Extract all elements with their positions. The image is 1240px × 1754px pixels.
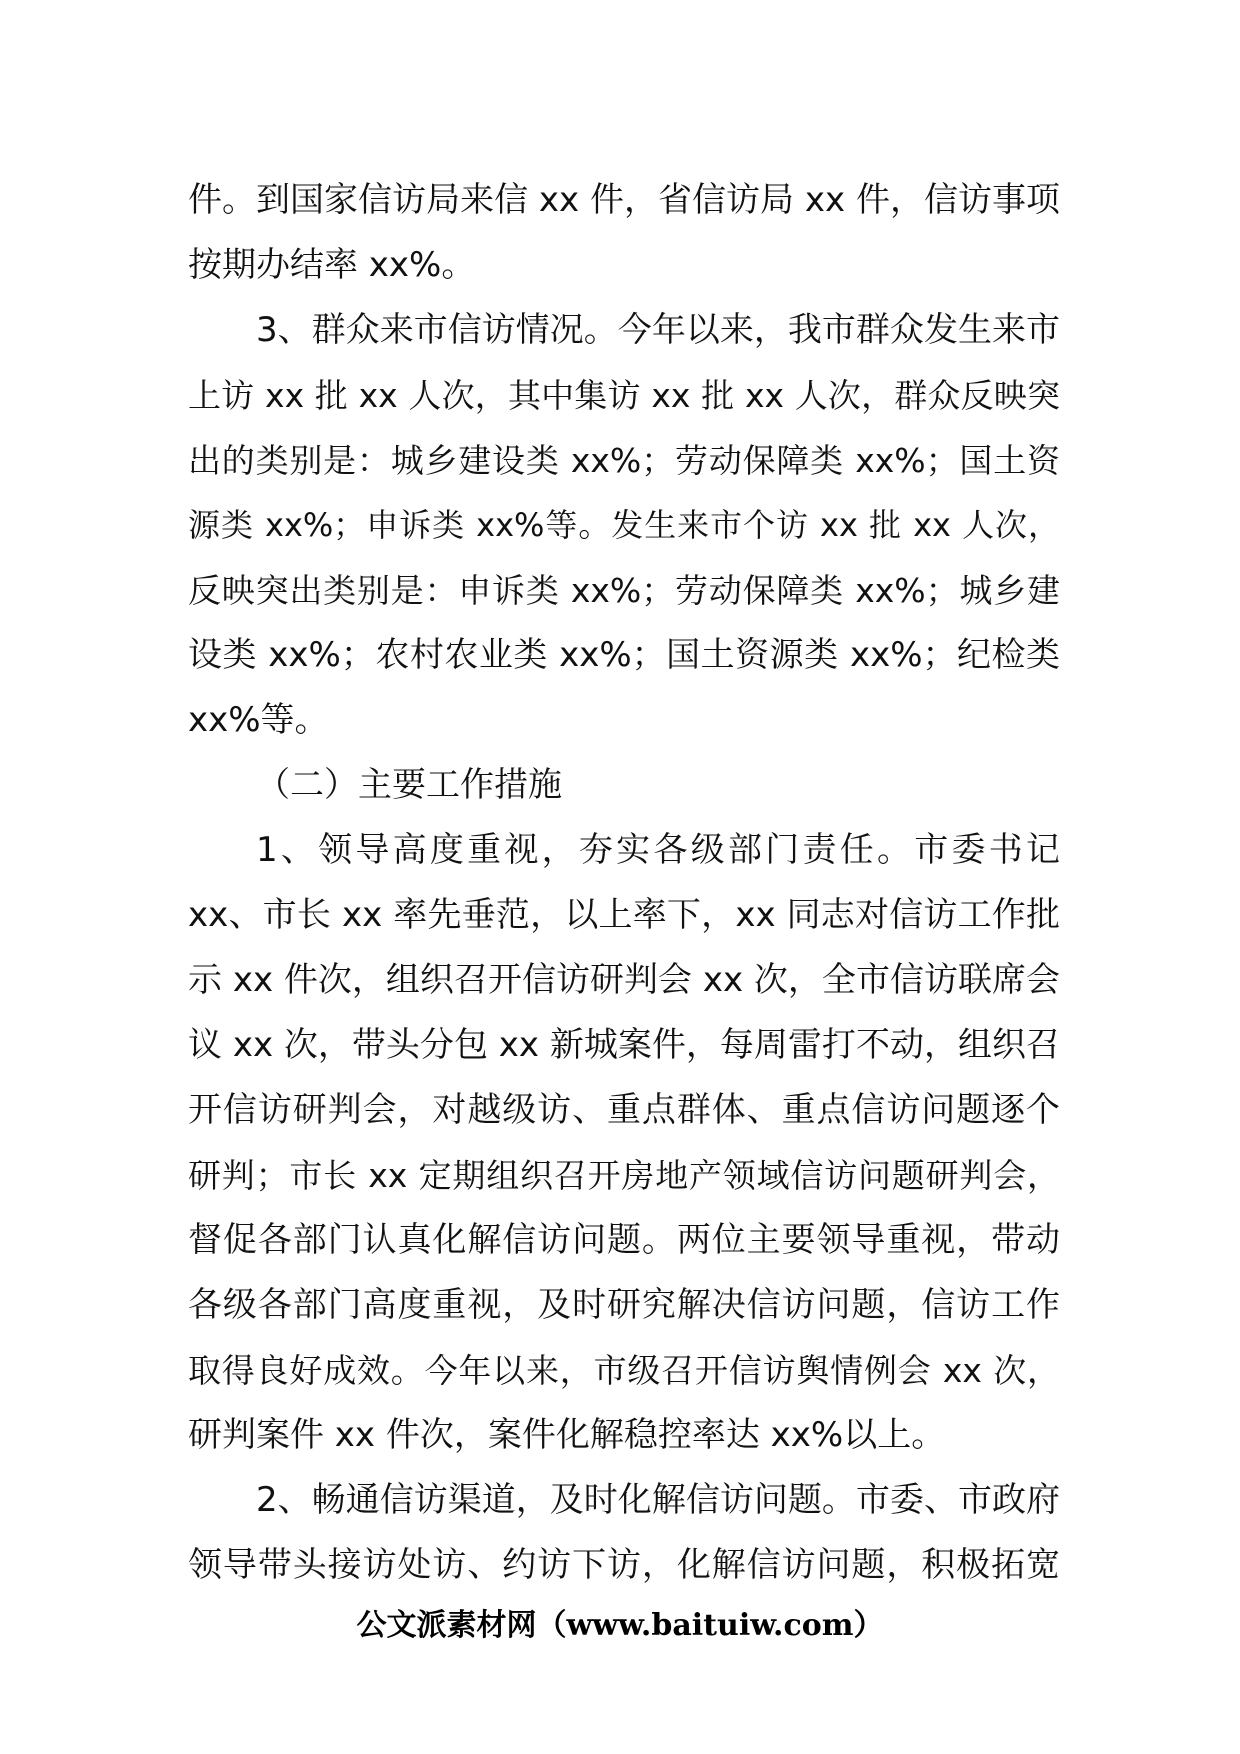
text-line: 督促各部门认真化解信访问题。两位主要领导重视，带动 <box>188 1220 1060 1260</box>
text-line: 源类 xx%；申诉类 xx%等。发生来市个访 xx 批 xx 人次， <box>188 506 1060 544</box>
text-line: 件。到国家信访局来信 xx 件，省信访局 xx 件，信访事项 <box>188 180 1060 220</box>
text-line: 出的类别是：城乡建设类 xx%；劳动保障类 xx%；国土资 <box>188 441 1060 480</box>
text-line: 1、领导高度重视，夯实各级部门责任。市委书记 <box>256 830 1060 870</box>
text-line: 研判案件 xx 件次，案件化解稳控率达 xx%以上。 <box>188 1415 946 1455</box>
text-line: 取得良好成效。今年以来，市级召开信访舆情例会 xx 次， <box>188 1351 1060 1390</box>
text-line: 2、畅通信访渠道，及时化解信访问题。市委、市政府 <box>256 1480 1060 1520</box>
section-heading: （二）主要工作措施 <box>256 765 562 805</box>
text-line: 议 xx 次，带头分包 xx 新城案件，每周雷打不动，组织召 <box>188 1025 1060 1065</box>
text-line: 设类 xx%；农村农业类 xx%；国土资源类 xx%；纪检类 <box>188 635 1060 675</box>
text-line: 示 xx 件次，组织召开信访研判会 xx 次，全市信访联席会 <box>188 960 1060 1000</box>
text-line: xx%等。 <box>188 700 329 740</box>
text-line: 3、群众来市信访情况。今年以来，我市群众发生来市 <box>256 310 1060 350</box>
text-line: 按期办结率 xx%。 <box>188 245 476 285</box>
document-body <box>188 168 1060 1598</box>
footer-watermark: 公文派素材网（www.baituiw.com） <box>356 1608 884 1643</box>
text-line: 研判；市长 xx 定期组织召开房地产领域信访问题研判会， <box>188 1156 1060 1195</box>
text-line: 开信访研判会，对越级访、重点群体、重点信访问题逐个 <box>188 1090 1060 1130</box>
text-line: 各级各部门高度重视，及时研究解决信访问题，信访工作 <box>188 1285 1060 1325</box>
text-line: 反映突出类别是：申诉类 xx%；劳动保障类 xx%；城乡建 <box>188 571 1060 610</box>
text-line: 上访 xx 批 xx 人次，其中集访 xx 批 xx 人次，群众反映突 <box>188 376 1060 415</box>
text-line: xx、市长 xx 率先垂范，以上率下，xx 同志对信访工作批 <box>188 895 1060 935</box>
text-line: 领导带头接访处访、约访下访，化解信访问题，积极拓宽 <box>188 1545 1060 1585</box>
